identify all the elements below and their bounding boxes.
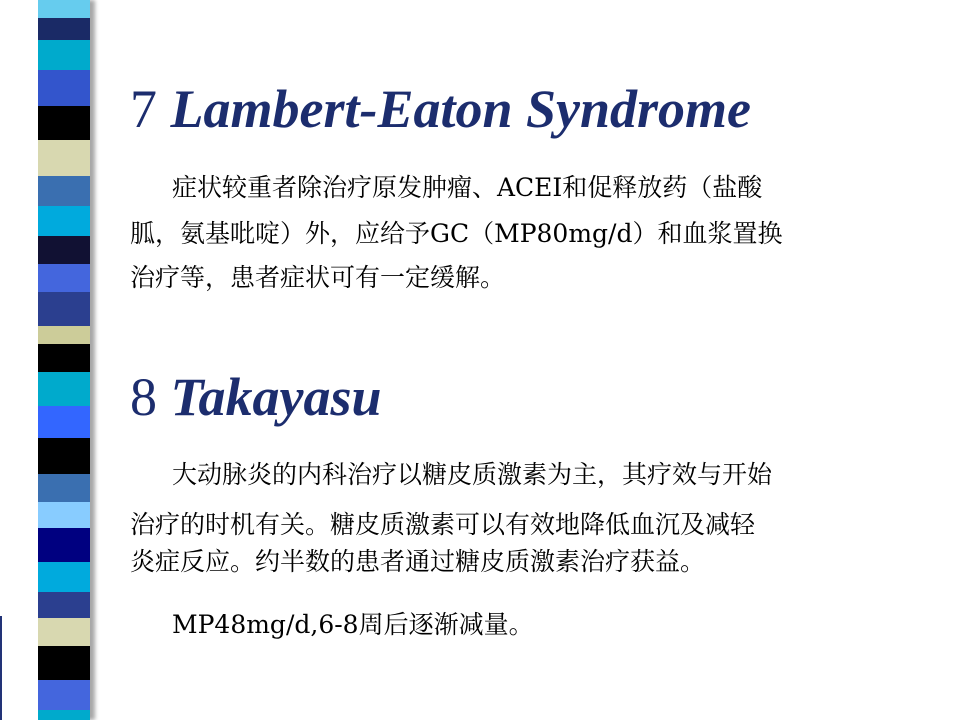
stripe	[38, 292, 90, 326]
stripe	[38, 618, 90, 646]
stripe	[38, 40, 90, 70]
stripe	[38, 438, 90, 474]
stripe	[38, 646, 90, 680]
stripe	[38, 502, 90, 528]
stripe	[38, 406, 90, 438]
stripe	[38, 344, 90, 372]
edge-line	[0, 616, 2, 720]
section-7-heading	[130, 79, 752, 139]
decorative-stripe-bar	[38, 0, 90, 720]
stripe	[38, 264, 90, 292]
stripe	[38, 592, 90, 618]
stripe	[38, 474, 90, 502]
section-8-title: Takayasu	[170, 367, 382, 427]
stripe	[38, 106, 90, 140]
stripe	[38, 206, 90, 236]
section-8-number: 8	[130, 367, 157, 427]
stripe	[38, 562, 90, 592]
section-7-number: 7	[130, 79, 157, 139]
dosage-line: MP48mg/d,6-8周后逐渐减量。	[172, 610, 534, 639]
paragraph-line: 大动脉炎的内科治疗以糖皮质激素为主，其疗效与开始	[172, 460, 773, 489]
section-8-heading	[130, 367, 382, 427]
stripe	[38, 236, 90, 264]
stripe	[38, 372, 90, 406]
paragraph-line: 治疗的时机有关。糖皮质激素可以有效地降低血沉及减轻	[130, 510, 756, 539]
stripe	[38, 326, 90, 344]
stripe	[38, 18, 90, 40]
stripe	[38, 710, 90, 720]
paragraph-line: 治疗等，患者症状可有一定缓解。	[130, 263, 506, 292]
stripe	[38, 176, 90, 206]
paragraph-line: 炎症反应。约半数的患者通过糖皮质激素治疗获益。	[130, 547, 706, 576]
stripe	[38, 0, 90, 18]
stripe	[38, 680, 90, 710]
stripe	[38, 528, 90, 562]
stripe	[38, 140, 90, 176]
paragraph-line: 症状较重者除治疗原发肿瘤、ACEI和促释放药（盐酸	[172, 173, 763, 202]
section-7-title: Lambert-Eaton Syndrome	[170, 79, 752, 139]
paragraph-line: 胍，氨基吡啶）外，应给予GC（MP80mg/d）和血浆置换	[130, 219, 783, 248]
stripe	[38, 70, 90, 106]
